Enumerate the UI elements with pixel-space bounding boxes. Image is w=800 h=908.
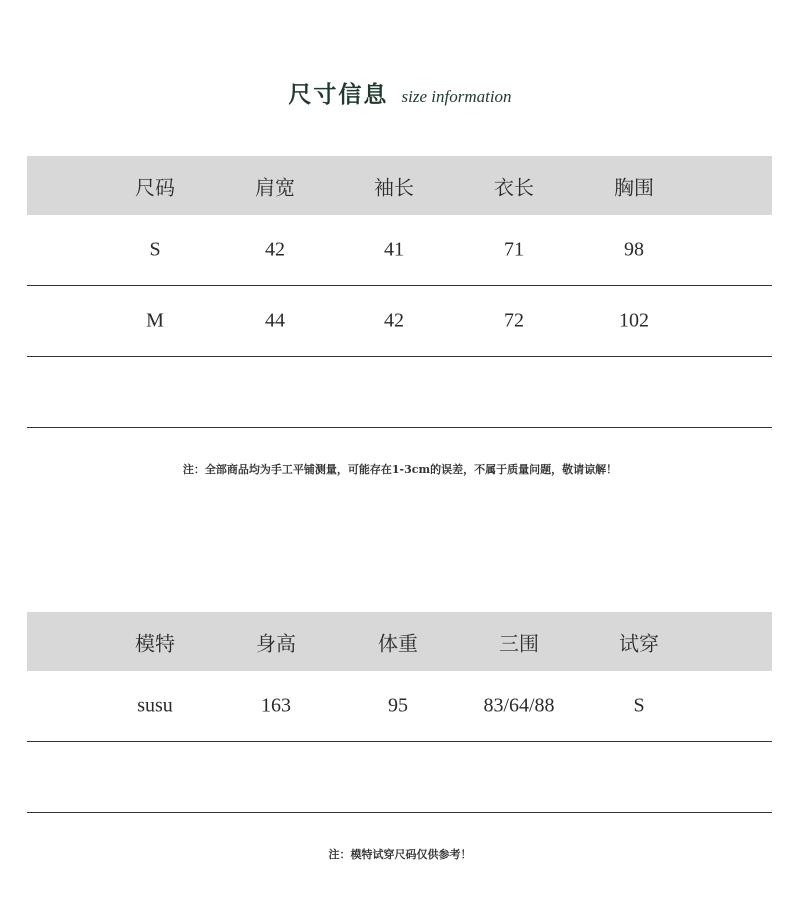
cell-size: M	[146, 309, 164, 332]
table-row-empty	[27, 742, 772, 813]
title-chinese: 尺寸信息	[288, 81, 389, 108]
header-sleeve: 袖长	[374, 175, 414, 199]
size-table	[27, 156, 772, 428]
header-tried-size: 试穿	[619, 631, 659, 655]
table-row	[27, 671, 772, 742]
header-shoulder: 肩宽	[255, 175, 295, 199]
cell-weight: 95	[388, 694, 408, 717]
table-row	[27, 286, 772, 357]
cell-sleeve: 41	[384, 238, 404, 261]
size-note: 注：全部商品均为手工平铺测量，可能存在1-3cm的误差，不属于质量问题，敬请谅解！	[182, 463, 618, 476]
cell-shoulder: 44	[265, 309, 285, 332]
table-row	[27, 215, 772, 286]
header-measurements: 三围	[499, 631, 539, 655]
cell-shoulder: 42	[265, 238, 285, 261]
model-table-header	[27, 612, 772, 671]
header-weight: 体重	[378, 631, 418, 655]
header-model: 模特	[135, 631, 175, 655]
cell-tried-size: S	[633, 694, 645, 717]
cell-length: 72	[504, 309, 524, 332]
size-table-header	[27, 156, 772, 215]
cell-chest: 102	[619, 309, 649, 332]
header-chest: 胸围	[614, 175, 654, 199]
cell-model: susu	[137, 694, 173, 717]
page-title	[0, 76, 800, 109]
cell-chest: 98	[624, 238, 644, 261]
cell-size: S	[149, 238, 161, 261]
cell-measurements: 83/64/88	[483, 694, 555, 717]
model-note: 注：模特试穿尺码仅供参考！	[328, 848, 472, 861]
table-row-empty	[27, 357, 772, 428]
title-english: size information	[401, 87, 512, 106]
cell-length: 71	[504, 238, 524, 261]
header-size: 尺码	[135, 175, 175, 199]
header-length: 衣长	[494, 175, 534, 199]
cell-height: 163	[261, 694, 291, 717]
header-height: 身高	[256, 631, 296, 655]
cell-sleeve: 42	[384, 309, 404, 332]
model-table	[27, 612, 772, 813]
